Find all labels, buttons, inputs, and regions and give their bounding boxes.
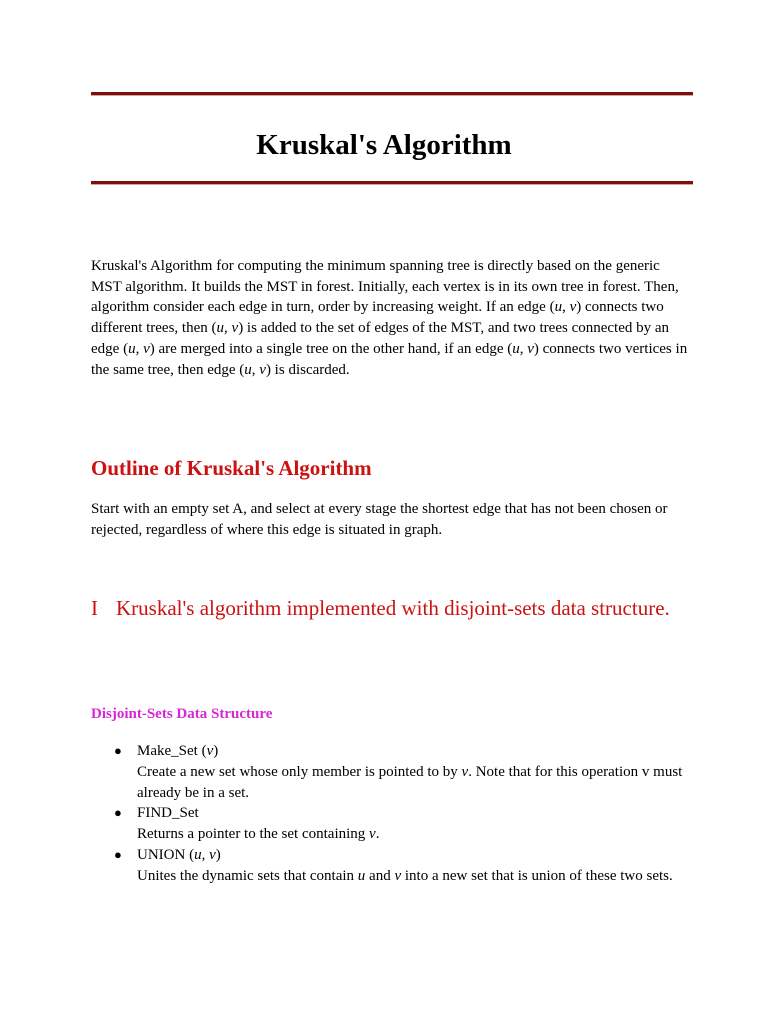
intro-text-6: ) is discarded. bbox=[265, 361, 350, 378]
desc-text: and bbox=[365, 867, 395, 884]
desc-text: Returns a pointer to the set containing bbox=[137, 826, 370, 843]
subsection-heading: Disjoint-Sets Data Structure bbox=[91, 706, 273, 722]
op-arg-v: v bbox=[209, 846, 216, 863]
desc-var: v bbox=[369, 826, 376, 843]
desc-text: into a new set that is union of these two sets. bbox=[401, 867, 673, 884]
intro-text-2: ) connects two different trees, then ( bbox=[91, 299, 664, 337]
op-description bbox=[137, 824, 694, 845]
var-sep: , bbox=[251, 361, 260, 378]
op-arg-sep: , bbox=[201, 846, 210, 863]
var-v: v bbox=[143, 340, 150, 357]
section-heading bbox=[91, 594, 691, 622]
var-v: v bbox=[259, 361, 266, 378]
list-item-union bbox=[114, 845, 694, 887]
list-item-make-set bbox=[114, 741, 694, 803]
intro-paragraph bbox=[91, 256, 691, 380]
op-name: Make_Set ( bbox=[137, 743, 207, 759]
op-description bbox=[137, 762, 694, 804]
section-number: I bbox=[91, 596, 98, 620]
outline-heading: Outline of Kruskal's Algorithm bbox=[91, 456, 372, 480]
desc-text: Unites the dynamic sets that contain bbox=[137, 867, 358, 884]
var-u: u bbox=[512, 340, 520, 357]
bullet-icon: ● bbox=[114, 743, 122, 758]
intro-text-1: Kruskal's Algorithm for computing the minimum spanning tree is directly based on the generic MST algorithm. It builds the MST in forest. Initially, each vertex is in its own tree in forest. Then, algorithm consider each edge in turn, order by increasing weight. If an edge ( bbox=[91, 258, 679, 316]
bottom-rule bbox=[91, 181, 693, 185]
bullet-icon: ● bbox=[114, 846, 122, 862]
top-rule bbox=[91, 92, 693, 96]
var-v: v bbox=[231, 320, 239, 337]
desc-var: v bbox=[461, 763, 469, 780]
var-v: v bbox=[527, 340, 534, 357]
intro-text-3: ) is added to the set of edges of the MST, and two trees connected by an edge ( bbox=[91, 320, 670, 357]
op-name: UNION ( bbox=[137, 846, 195, 863]
bullet-icon: ● bbox=[114, 805, 122, 821]
desc-var-u: u bbox=[357, 867, 366, 884]
outline-paragraph: Start with an empty set A, and select at every stage the shortest edge that has not been chosen or rejected, regardless of where this edge is situated in graph. bbox=[91, 501, 668, 538]
var-sep: , bbox=[519, 340, 528, 357]
var-u: u bbox=[128, 340, 136, 357]
intro-text-5: ) connects two vertices in the same tree, then edge ( bbox=[91, 340, 688, 378]
page-title: Kruskal's Algorithm bbox=[256, 129, 512, 161]
section-title: Kruskal's algorithm implemented with disjoint-sets data structure. bbox=[116, 596, 670, 620]
operations-list bbox=[114, 741, 694, 887]
desc-text: . bbox=[375, 826, 380, 843]
op-close: ) bbox=[215, 846, 221, 863]
var-sep: , bbox=[135, 340, 144, 357]
var-sep: , bbox=[562, 299, 570, 316]
var-u: u bbox=[216, 320, 225, 337]
var-sep: , bbox=[224, 320, 232, 337]
desc-var-v: v bbox=[394, 867, 402, 884]
op-arg: v bbox=[206, 743, 214, 759]
var-u: u bbox=[244, 361, 252, 378]
op-close: ) bbox=[213, 743, 219, 759]
list-item-find-set bbox=[114, 803, 694, 845]
op-arg-u: u bbox=[194, 846, 202, 863]
desc-text: . Note that for this operation v must already be in a set. bbox=[137, 763, 683, 801]
op-description bbox=[137, 866, 694, 887]
intro-text-4: ) are merged into a single tree on the other hand, if an edge ( bbox=[149, 340, 513, 357]
op-name: FIND_Set bbox=[137, 805, 199, 822]
var-u: u bbox=[554, 299, 563, 316]
desc-text: Create a new set whose only member is pointed to by bbox=[137, 763, 462, 780]
var-v: v bbox=[569, 299, 577, 316]
